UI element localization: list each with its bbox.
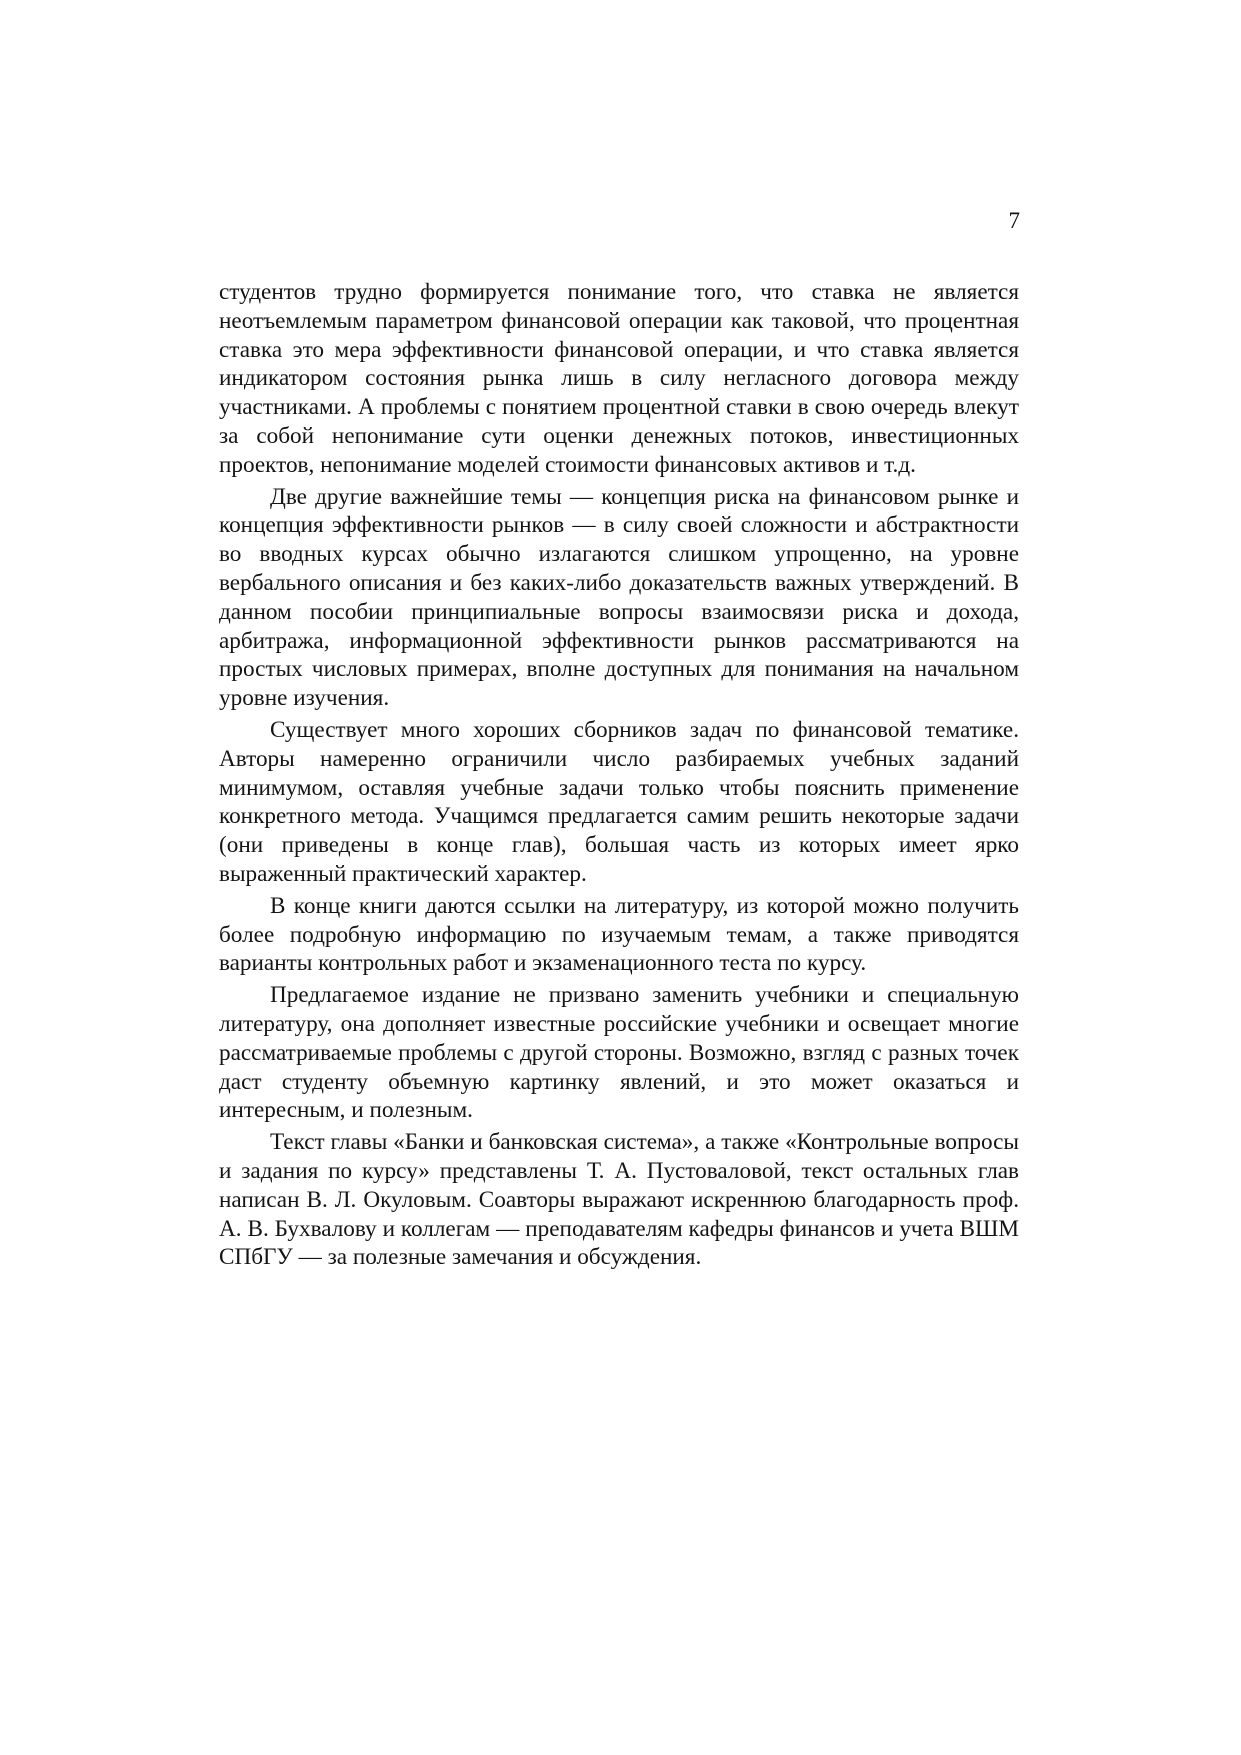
page-number: 7	[1008, 208, 1020, 233]
paragraph-2: Две другие важнейшие темы — концепция риска на финансовом рынке и концепция эффективности рынков — в силу своей сложности и абстрактности во вводных курсах обычно излагаются слишком упрощенно, на уровне вербального описания и без каких-либо доказательств важных утверждений. В данном пособии принципиальные вопросы взаимосвязи риска и дохода, арбитража, информационной эффективности рынков рассматриваются на простых числовых примерах, вполне доступных для понимания на начальном уровне изучения.	[219, 483, 1019, 712]
paragraph-6: Текст главы «Банки и банковская система», а также «Контрольные вопросы и задания по курсу» представлены Т. А. Пустоваловой, текст остальных глав написан В. Л. Окуловым. Соавторы выражают искреннюю благодарность проф. А. В. Бухвалову и коллегам — преподавателям кафедры финансов и учета ВШМ СПбГУ — за полезные замечания и обсуждения.	[219, 1129, 1019, 1271]
paragraph-4: В конце книги даются ссылки на литературу, из которой можно получить более подробную информацию по изучаемым темам, а также приводятся варианты контрольных работ и экзаменационного теста по курсу.	[219, 892, 1019, 977]
paragraph-5: Предлагаемое издание не призвано заменить учебники и специальную литературу, она дополняет известные российские учебники и освещает многие рассматриваемые проблемы с другой стороны. Возможно, взгляд с разных точек даст студенту объемную картинку явлений, и это может оказаться и интересным, и полезным.	[219, 982, 1019, 1124]
body-text	[219, 278, 1019, 1275]
paragraph-1: студентов трудно формируется понимание того, что ставка не является неотъемлемым параметром финансовой операции как таковой, что процентная ставка это мера эффективности финансовой операции, и что ставка является индикатором состояния рынка лишь в силу негласного договора между участниками. А проблемы с понятием процентной ставки в свою очередь влекут за собой непонимание сути оценки денежных потоков, инвестиционных проектов, непонимание моделей стоимости финансовых активов и т.д.	[219, 279, 1019, 478]
paragraph-3: Существует много хороших сборников задач по финансовой тематике. Авторы намеренно ограничили число разбираемых учебных заданий минимумом, оставляя учебные задачи только чтобы пояснить применение конкретного метода. Учащимся предлагается самим решить некоторые задачи (они приведены в конце глав), большая часть из которых имеет ярко выраженный практический характер.	[219, 716, 1019, 887]
